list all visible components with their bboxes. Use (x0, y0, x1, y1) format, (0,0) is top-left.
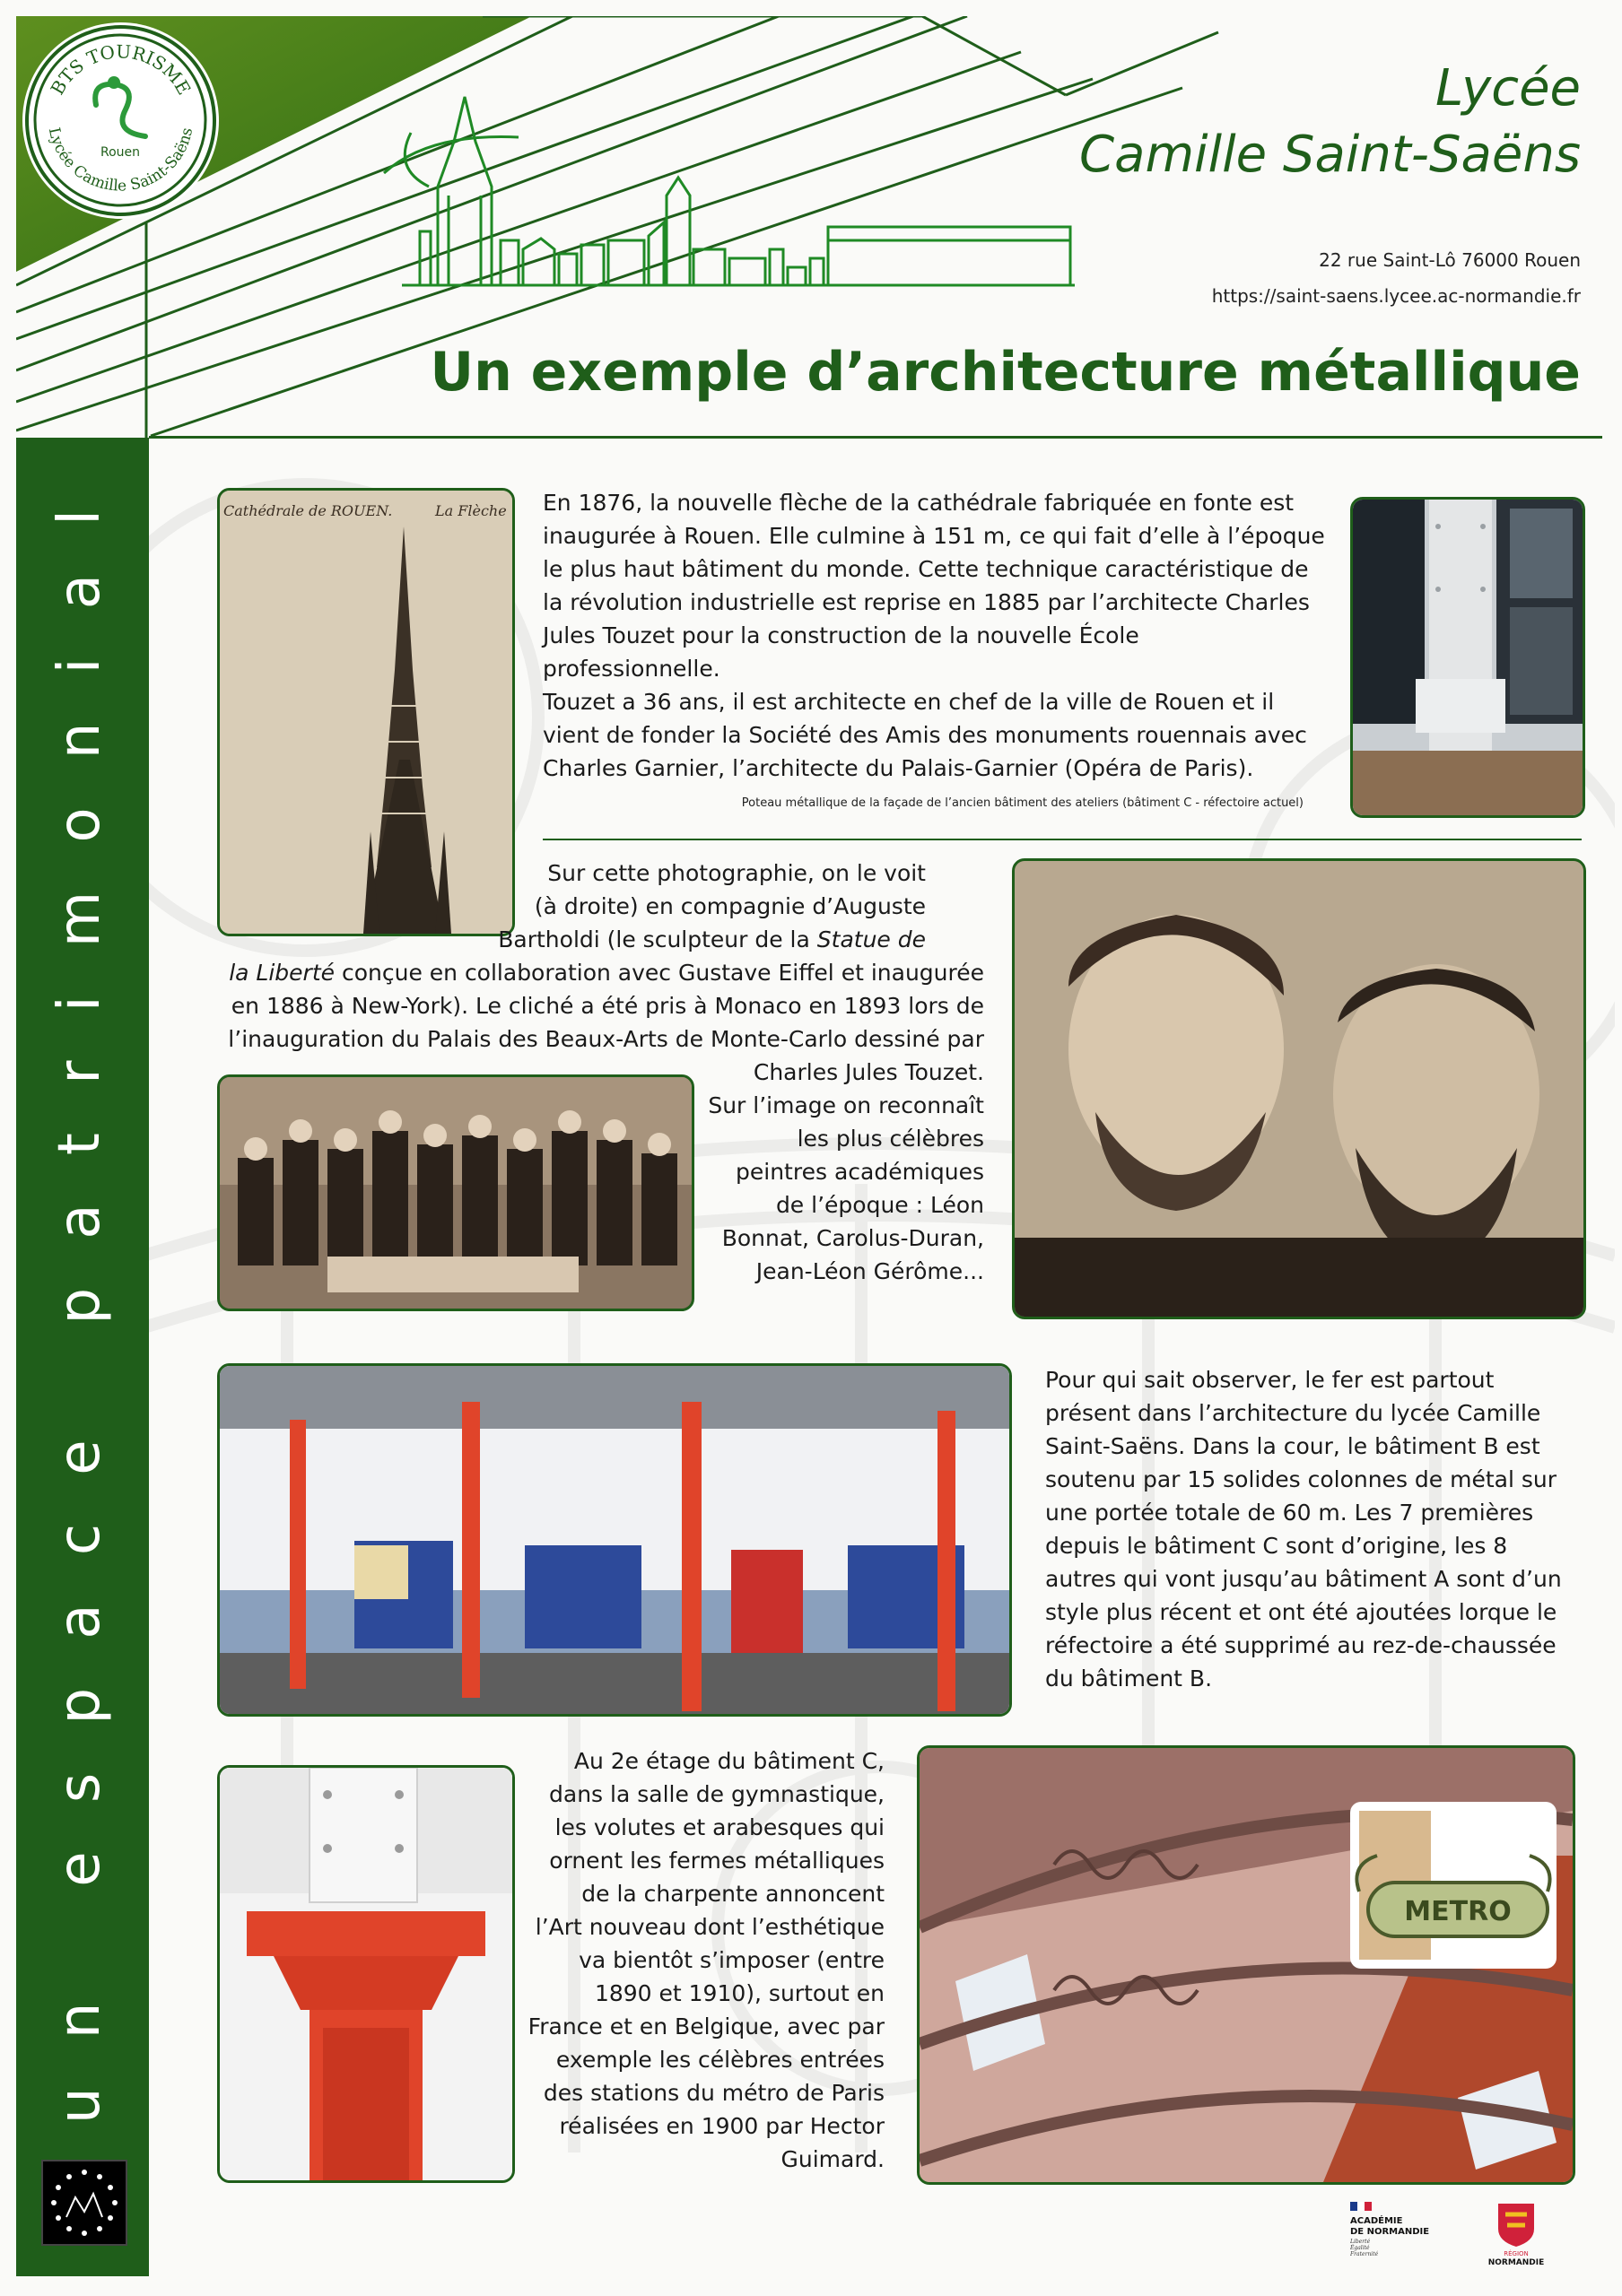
marianne-flag-icon (1350, 2202, 1476, 2265)
bartholdi-line: Bonnat, Carolus-Duran, (721, 1225, 984, 1251)
photo-cour-colonnes (217, 1363, 1012, 1717)
art-nouveau-line: Guimard. (780, 2146, 885, 2172)
bartholdi-line: Sur l’image on reconnaît (708, 1092, 984, 1118)
art-nouveau-text (520, 1744, 885, 2176)
sidebar-band (16, 438, 149, 2276)
eu-stars-icon (43, 2161, 126, 2244)
fleche-line: En 1876, la nouvelle flèche de la cathédrale fabriquée en fonte est (543, 490, 1295, 516)
devise-egalite: Égalité (1350, 2245, 1370, 2251)
bts-tourisme-logo (25, 25, 216, 216)
roof-truss-illustration (920, 1748, 1573, 2182)
bartholdi-line: (à droite) en compagnie d’Auguste (534, 893, 926, 919)
photo-poteau-metallique (1350, 497, 1585, 818)
cour-line: une portée totale de 60 m. Les 7 premières (1045, 1500, 1534, 1526)
fleche-line: Charles Garnier, l’architecte du Palais-Garnier (Opéra de Paris). (543, 755, 1254, 781)
lycee-line-1: Lycée (1435, 59, 1581, 117)
cour-line: du bâtiment B. (1045, 1665, 1213, 1692)
cour-line: présent dans l’architecture du lycée Camille (1045, 1400, 1541, 1426)
bartholdi-line: Charles Jules Touzet. (753, 1059, 984, 1085)
logo-arc-bottom: Lycée Camille Saint-Saëns (44, 126, 197, 196)
region-line-1: RÉGION (1504, 2250, 1529, 2257)
region-line-2: NORMANDIE (1487, 2258, 1545, 2266)
bartholdi-line: de l’époque : Léon (775, 1192, 984, 1218)
bartholdi-line: Jean-Léon Gérôme... (755, 1258, 984, 1284)
cour-line: Pour qui sait observer, le fer est partout (1045, 1367, 1495, 1393)
group-photo-illustration (220, 1077, 692, 1309)
art-nouveau-line: réalisées en 1900 par Hector (559, 2113, 885, 2139)
metro-sign-text: METRO (1404, 1896, 1512, 1927)
photo-portraits-touzet-bartholdi (1012, 858, 1586, 1319)
poteau-caption: Poteau métallique de la façade de l’ancien bâtiment des ateliers (bâtiment C - réfectoire actuel) (741, 796, 1304, 810)
portrait-illustration (1015, 861, 1583, 1317)
photo-groupe-monaco (217, 1074, 694, 1311)
bartholdi-line: en 1886 à New-York). Le cliché a été pris à Monaco en 1893 lors de (231, 993, 984, 1019)
region-normandie-logo (1480, 2202, 1570, 2266)
cour-line: réfectoire a été supprimé au rez-de-chaussée (1045, 1632, 1557, 1658)
page-title: Un exemple d’architecture métallique (430, 341, 1581, 404)
title-divider (149, 436, 1602, 439)
art-nouveau-line: les volutes et arabesques qui (554, 1814, 885, 1840)
logo-arc-top: BTS TOURISME (46, 40, 196, 99)
cour-line: style plus récent et ont été ajoutées lorque le (1045, 1599, 1557, 1625)
lycee-name (1079, 56, 1581, 188)
bartholdi-line: Sur cette photographie, on le voit (547, 860, 926, 886)
metal-post-illustration (1353, 500, 1583, 815)
fleche-line: le plus haut bâtiment du monde. Cette technique caractéristique de (543, 556, 1309, 582)
bartholdi-text-span: conçue en collaboration avec Gustave Eiffel et inaugurée (335, 960, 984, 986)
academie-line-2: DE NORMANDIE (1350, 2227, 1430, 2237)
art-nouveau-line: des stations du métro de Paris (543, 2080, 885, 2106)
street-address: 22 rue Saint-Lô 76000 Rouen (1319, 249, 1581, 271)
website-url[interactable]: https://saint-saens.lycee.ac-normandie.fr (1211, 285, 1581, 307)
photo-caption-right: La Flèche (435, 502, 507, 519)
normandy-lions-icon (1480, 2202, 1570, 2266)
fleche-line: inaugurée à Rouen. Elle culmine à 151 m, ce qui fait d’elle à l’époque (543, 523, 1325, 549)
cour-text (1045, 1363, 1583, 1695)
devise-liberte: Liberté (1350, 2239, 1371, 2245)
fleche-line: Jules Touzet pour la construction de la nouvelle École (543, 622, 1139, 648)
bartholdi-text-span: Bartholdi (le sculpteur de la (498, 926, 817, 952)
art-nouveau-line: l’Art nouveau dont l’esthétique (535, 1914, 885, 1940)
lycee-line-2: Camille Saint-Saëns (1079, 126, 1581, 184)
sidebar-vertical-text-svg (16, 438, 149, 2142)
cour-line: soutenu par 15 solides colonnes de métal sur (1045, 1466, 1557, 1492)
sidebar-vertical-text: un espace patrimonial (47, 474, 113, 2124)
bartholdi-line: les plus célèbres (797, 1126, 984, 1152)
photo-chapiteau-rouge (217, 1765, 515, 2183)
art-nouveau-line: 1890 et 1910), surtout en (594, 1980, 885, 2006)
logo-graphic (29, 29, 213, 213)
art-nouveau-line: va bientôt s’imposer (entre (579, 1947, 885, 1973)
section-divider (543, 839, 1582, 840)
art-nouveau-line: exemple les célèbres entrées (555, 2047, 885, 2073)
eu-heritage-badge (41, 2160, 127, 2246)
academie-line-1: ACADÉMIE (1350, 2216, 1403, 2226)
photo-charpente-art-nouveau (917, 1745, 1575, 2185)
devise-fraternite: Fraternité (1350, 2251, 1379, 2257)
fleche-line: vient de fonder la Société des Amis des monuments rouennais avec (543, 722, 1307, 748)
statue-title-part-2: la Liberté (229, 960, 336, 986)
cour-line: depuis le bâtiment C sont d’origine, les 8 (1045, 1533, 1508, 1559)
fleche-line: professionnelle. (543, 656, 720, 682)
art-nouveau-line: France et en Belgique, avec par (528, 2013, 885, 2039)
fleche-line: Touzet a 36 ans, il est architecte en chef de la ville de Rouen et il (543, 689, 1275, 715)
red-capital-illustration (220, 1768, 512, 2180)
art-nouveau-line: dans la salle de gymnastique, (549, 1781, 885, 1807)
art-nouveau-line: de la charpente annoncent (581, 1881, 885, 1907)
academie-normandie-logo (1350, 2202, 1476, 2256)
bartholdi-line (224, 923, 984, 956)
fleche-text (543, 486, 1332, 785)
bartholdi-line (224, 956, 984, 989)
fleche-line: la révolution industrielle est reprise en 1885 par l’architecte Charles (543, 589, 1310, 615)
photo-caption-left: Cathédrale de ROUEN. (223, 502, 393, 519)
address-block (1212, 242, 1581, 314)
bartholdi-line: peintres académiques (736, 1159, 984, 1185)
courtyard-columns-illustration (220, 1366, 1009, 1714)
bartholdi-line: l’inauguration du Palais des Beaux-Arts de Monte-Carlo dessiné par (228, 1026, 984, 1052)
cour-line: Saint-Saëns. Dans la cour, le bâtiment B est (1045, 1433, 1540, 1459)
art-nouveau-line: Au 2e étage du bâtiment C, (573, 1748, 885, 1774)
statue-title-part-1: Statue de (816, 926, 926, 952)
art-nouveau-line: ornent les fermes métalliques (549, 1848, 885, 1874)
cour-line: autres qui vont jusqu’au bâtiment A sont d’un (1045, 1566, 1562, 1592)
logo-city: Rouen (100, 145, 141, 160)
